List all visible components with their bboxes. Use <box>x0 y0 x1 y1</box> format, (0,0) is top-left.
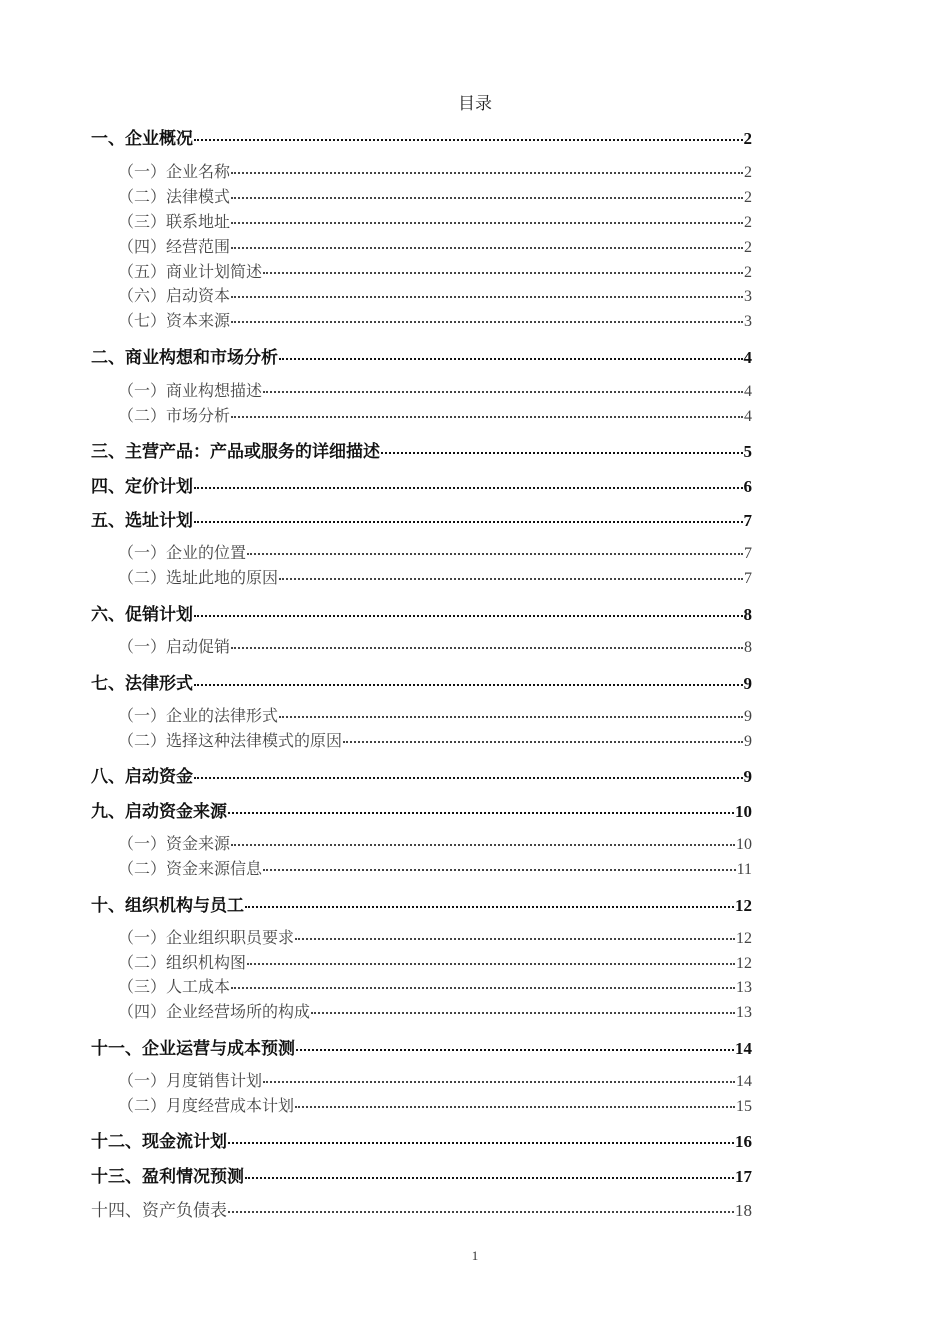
dot-leader <box>295 938 735 940</box>
toc-entry-label: （二）组织机构图 <box>118 955 247 972</box>
dot-leader <box>245 906 734 908</box>
toc-entry-page: 3 <box>744 313 752 330</box>
toc-entry-label: （二）选址此地的原因 <box>118 570 279 587</box>
dot-leader <box>231 647 743 649</box>
toc-entry-chapter[interactable] <box>91 604 752 626</box>
toc-entry-label: （一）月度销售计划 <box>118 1073 263 1090</box>
toc-entry-section[interactable] <box>118 382 752 402</box>
toc-entry-label: （二）选择这种法律模式的原因 <box>118 733 343 750</box>
toc-entry-section[interactable] <box>118 929 752 949</box>
toc-entry-label: 四、定价计划 <box>91 477 193 496</box>
toc-entry-chapter[interactable] <box>91 128 752 150</box>
toc-entry-section[interactable] <box>118 638 752 658</box>
dot-leader <box>231 172 743 174</box>
dot-leader <box>194 684 743 686</box>
page-number: 1 <box>471 1248 479 1263</box>
dot-leader <box>231 987 735 989</box>
toc-entry-page: 14 <box>736 1073 752 1090</box>
dot-leader <box>228 812 734 814</box>
toc-entry-page: 2 <box>744 189 752 206</box>
dot-leader <box>231 197 743 199</box>
toc-entry-page: 12 <box>736 955 752 972</box>
toc-entry-label: 十二、现金流计划 <box>91 1132 227 1151</box>
toc-entry-label: 十四、资产负债表 <box>91 1201 227 1220</box>
toc-entry-label: 二、商业构想和市场分析 <box>91 348 278 367</box>
toc-entry-page: 16 <box>735 1132 752 1151</box>
toc-entry-label: 五、选址计划 <box>91 511 193 530</box>
toc-entry-page: 2 <box>744 239 752 256</box>
dot-leader <box>279 716 743 718</box>
dot-leader <box>279 578 743 580</box>
toc-entry-section[interactable] <box>118 1072 752 1092</box>
toc-entry-label: 十三、盈利情况预测 <box>91 1167 244 1186</box>
toc-entry-section[interactable] <box>118 188 752 208</box>
toc-entry-section[interactable] <box>118 732 752 752</box>
toc-entry-page: 13 <box>736 1004 752 1021</box>
dot-leader <box>194 521 743 523</box>
dot-leader <box>311 1012 735 1014</box>
toc-entry-label: （一）企业的法律形式 <box>118 708 279 725</box>
toc-entry-chapter[interactable] <box>91 1166 752 1188</box>
toc-entry-label: （一）企业名称 <box>118 164 231 181</box>
toc-entry-page: 11 <box>736 861 752 878</box>
dot-leader <box>296 1049 734 1051</box>
toc-entry-section[interactable] <box>118 312 752 332</box>
toc-entry-section[interactable] <box>118 860 752 880</box>
toc-entry-label: 一、企业概况 <box>91 129 193 148</box>
dot-leader <box>194 487 743 489</box>
dot-leader <box>231 321 743 323</box>
dot-leader <box>228 1142 734 1144</box>
dot-leader <box>194 777 743 779</box>
toc-entry-chapter[interactable] <box>91 766 752 788</box>
toc-entry-page: 3 <box>744 288 752 305</box>
toc-entry-page: 2 <box>743 129 752 148</box>
toc-entry-page: 7 <box>744 545 752 562</box>
toc-entry-chapter[interactable] <box>91 801 752 823</box>
toc-entry-label: （一）资金来源 <box>118 836 231 853</box>
toc-entry-page: 4 <box>744 408 752 425</box>
toc-entry-label: 十、组织机构与员工 <box>91 896 244 915</box>
toc-entry-chapter[interactable] <box>91 1200 752 1222</box>
toc-entry-page: 6 <box>743 477 752 496</box>
toc-entry-section[interactable] <box>118 978 752 998</box>
toc-entry-label: 六、促销计划 <box>91 605 193 624</box>
dot-leader <box>263 272 743 274</box>
toc-entry-section[interactable] <box>118 707 752 727</box>
dot-leader <box>247 963 735 965</box>
toc-entry-section[interactable] <box>118 213 752 233</box>
toc-entry-section[interactable] <box>118 1003 752 1023</box>
toc-entry-chapter[interactable] <box>91 1038 752 1060</box>
dot-leader <box>231 296 743 298</box>
toc-entry-label: （七）资本来源 <box>118 313 231 330</box>
dot-leader <box>194 139 743 141</box>
toc-entry-page: 10 <box>735 802 752 821</box>
toc-entry-page: 4 <box>743 348 752 367</box>
toc-entry-label: （六）启动资本 <box>118 288 231 305</box>
toc-entry-page: 2 <box>744 214 752 231</box>
dot-leader <box>263 1081 735 1083</box>
toc-entry-label: （三）联系地址 <box>118 214 231 231</box>
toc-entry-page: 9 <box>743 767 752 786</box>
dot-leader <box>343 741 743 743</box>
toc-entry-section[interactable] <box>118 287 752 307</box>
dot-leader <box>263 391 743 393</box>
toc-entry-page: 12 <box>735 896 752 915</box>
dot-leader <box>231 416 743 418</box>
toc-entry-label: 七、法律形式 <box>91 674 193 693</box>
toc-entry-page: 10 <box>736 836 752 853</box>
toc-entry-page: 8 <box>744 639 752 656</box>
toc-entry-label: （一）企业组织职员要求 <box>118 930 295 947</box>
dot-leader <box>245 1177 734 1179</box>
toc-entry-label: 八、启动资金 <box>91 767 193 786</box>
toc-entry-chapter[interactable] <box>91 673 752 695</box>
toc-title: 目录 <box>458 94 492 113</box>
toc-entry-section[interactable] <box>118 1097 752 1117</box>
toc-entry-chapter[interactable] <box>91 347 752 369</box>
toc-entry-page: 2 <box>744 264 752 281</box>
toc-entry-page: 7 <box>744 570 752 587</box>
toc-entry-label: （四）经营范围 <box>118 239 231 256</box>
toc-entry-section[interactable] <box>118 835 752 855</box>
dot-leader <box>231 844 735 846</box>
toc-entry-label: （二）市场分析 <box>118 408 231 425</box>
toc-entry-chapter[interactable] <box>91 510 752 532</box>
dot-leader <box>194 615 743 617</box>
toc-entry-chapter[interactable] <box>91 441 752 463</box>
toc-entry-page: 17 <box>735 1167 752 1186</box>
toc-entry-label: （一）企业的位置 <box>118 545 247 562</box>
toc-entry-chapter[interactable] <box>91 895 752 917</box>
toc-entry-label: （二）月度经营成本计划 <box>118 1098 295 1115</box>
dot-leader <box>247 553 743 555</box>
toc-entry-page: 9 <box>744 733 752 750</box>
toc-entry-page: 15 <box>736 1098 752 1115</box>
dot-leader <box>263 869 736 871</box>
toc-entry-label: （一）启动促销 <box>118 639 231 656</box>
toc-entry-page: 8 <box>743 605 752 624</box>
dot-leader <box>231 222 743 224</box>
dot-leader <box>231 247 743 249</box>
toc-entry-label: 十一、企业运营与成本预测 <box>91 1039 295 1058</box>
toc-entry-section[interactable] <box>118 163 752 183</box>
toc-entry-label: （四）企业经营场所的构成 <box>118 1004 311 1021</box>
toc-entry-page: 5 <box>743 442 752 461</box>
toc-entry-label: 三、主营产品：产品或服务的详细描述 <box>91 442 380 461</box>
toc-entry-section[interactable] <box>118 544 752 564</box>
dot-leader <box>228 1211 734 1213</box>
toc-entry-label: 九、启动资金来源 <box>91 802 227 821</box>
toc-entry-section[interactable] <box>118 407 752 427</box>
toc-entry-label: （二）资金来源信息 <box>118 861 263 878</box>
toc-entry-section[interactable] <box>118 238 752 258</box>
toc-entry-page: 14 <box>735 1039 752 1058</box>
toc-entry-section[interactable] <box>118 569 752 589</box>
dot-leader <box>295 1106 735 1108</box>
dot-leader <box>381 452 743 454</box>
toc-entry-page: 9 <box>744 708 752 725</box>
toc-entry-label: （一）商业构想描述 <box>118 383 263 400</box>
toc-entry-page: 18 <box>735 1201 752 1220</box>
dot-leader <box>279 358 743 360</box>
toc-entry-page: 7 <box>743 511 752 530</box>
toc-entry-label: （五）商业计划简述 <box>118 264 263 281</box>
toc-entry-chapter[interactable] <box>91 476 752 498</box>
toc-entry-page: 4 <box>744 383 752 400</box>
toc-entry-page: 13 <box>736 979 752 996</box>
toc-entry-label: （二）法律模式 <box>118 189 231 206</box>
toc-entry-section[interactable] <box>118 954 752 974</box>
toc-entry-section[interactable] <box>118 263 752 283</box>
toc-entry-page: 12 <box>736 930 752 947</box>
toc-entry-page: 2 <box>744 164 752 181</box>
toc-entry-chapter[interactable] <box>91 1131 752 1153</box>
toc-entry-label: （三）人工成本 <box>118 979 231 996</box>
toc-entry-page: 9 <box>743 674 752 693</box>
